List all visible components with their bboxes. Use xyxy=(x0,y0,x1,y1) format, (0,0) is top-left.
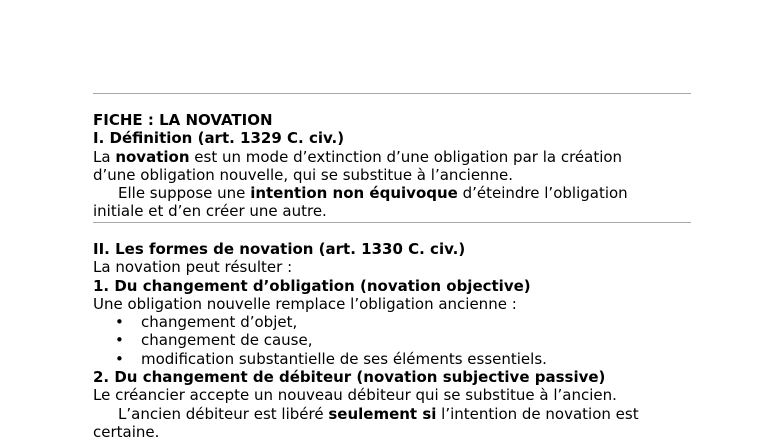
definition-term-novation: novation xyxy=(115,147,190,166)
bullet-text: changement d’objet, xyxy=(141,313,298,332)
sub1-text: Une obligation nouvelle remplace l’obligation ancienne : xyxy=(93,294,517,313)
section-forms xyxy=(93,240,693,441)
bullet-icon: • xyxy=(115,331,124,350)
bullet-icon: • xyxy=(115,349,124,368)
bullet-item xyxy=(93,313,693,331)
section-definition xyxy=(93,111,693,221)
section2-heading: II. Les formes de novation (art. 1330 C. civ.) xyxy=(93,240,466,258)
document-title: FICHE : LA NOVATION xyxy=(93,111,273,129)
definition-text-post: est un mode d’extinction d’une obligation par la création xyxy=(189,147,623,166)
intention-term: intention non équivoque xyxy=(250,184,458,203)
definition-line2: d’une obligation nouvelle, qui se substitue à l’ancienne. xyxy=(93,165,514,184)
bullet-item xyxy=(93,350,693,368)
intention-text-post: d’éteindre l’obligation xyxy=(457,184,628,203)
condition-text-post: l’intention de novation est xyxy=(436,404,639,423)
sub2-condition-line1 xyxy=(93,405,693,423)
sub1-heading: 1. Du changement d’obligation (novation objective) xyxy=(93,276,531,295)
top-divider xyxy=(93,93,691,94)
condition-text-pre: L’ancien débiteur est libéré xyxy=(118,404,329,423)
sub2-heading: 2. Du changement de débiteur (novation subjective passive) xyxy=(93,368,606,387)
section2-intro: La novation peut résulter : xyxy=(93,258,293,277)
sub2-condition-line2: certaine. xyxy=(93,422,160,441)
definition-line1 xyxy=(93,148,693,166)
intention-line1 xyxy=(93,184,693,202)
section-divider xyxy=(93,222,691,223)
definition-text-pre: La xyxy=(93,147,116,166)
bullet-text: modification substantielle de ses éléments essentiels. xyxy=(141,349,547,368)
section1-heading: I. Définition (art. 1329 C. civ.) xyxy=(93,129,345,148)
sub2-text: Le créancier accepte un nouveau débiteur qui se substitue à l’ancien. xyxy=(93,386,617,405)
bullet-icon: • xyxy=(115,313,124,332)
intention-line2: initiale et d’en créer une autre. xyxy=(93,202,327,221)
intention-text-pre: Elle suppose une xyxy=(118,184,251,203)
condition-term: seulement si xyxy=(328,404,437,423)
bullet-item xyxy=(93,331,693,349)
bullet-text: changement de cause, xyxy=(141,331,313,350)
